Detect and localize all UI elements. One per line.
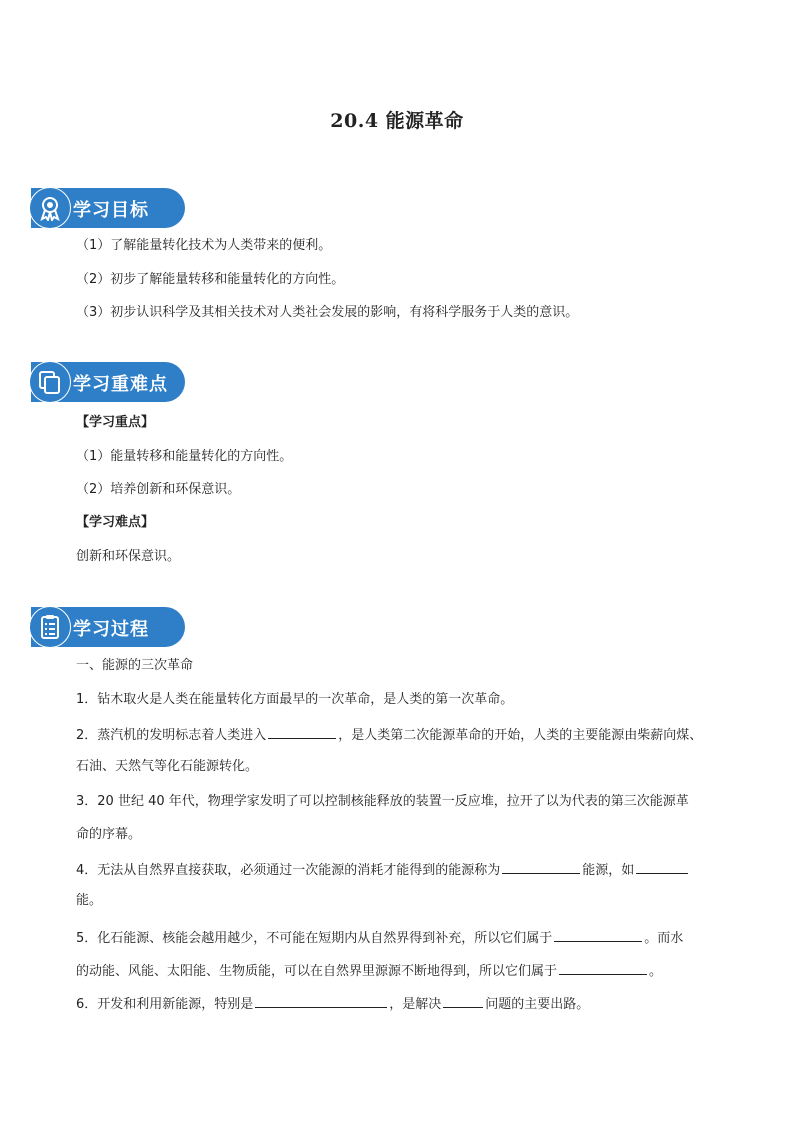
stacked-documents-icon — [29, 361, 71, 403]
goal-item-1: （1）了解能量转化技术为人类带来的便利。 — [76, 238, 332, 253]
question-5-line-2 — [76, 960, 662, 981]
process-subheading: 一、能源的三次革命 — [76, 658, 194, 673]
key-label: 【学习重点】 — [76, 415, 155, 430]
q2-text-b: ，是人类第二次能源革命的开始，人类的主要能源由柴薪向煤、 — [338, 728, 703, 743]
q4-blank-2[interactable] — [636, 859, 688, 874]
page-title: 20.4 能源革命 — [330, 110, 464, 132]
section-banner-process — [31, 607, 185, 647]
q4-text-b: 能源，如 — [582, 863, 635, 878]
section-heading-process: 学习过程 — [73, 619, 149, 640]
question-4-line-2: 能。 — [76, 893, 103, 908]
q2-blank[interactable] — [268, 724, 336, 739]
question-3-line-2: 命的序幕。 — [76, 827, 142, 842]
q6-blank-1[interactable] — [255, 993, 387, 1008]
q5-text-c: 的动能、风能、太阳能、生物质能，可以在自然界里源源不断地得到，所以它们属于 — [76, 964, 558, 979]
q4-text-a: 4．无法从自然界直接获取，必须通过一次能源的消耗才能得到的能源称为 — [76, 863, 501, 878]
q2-text-a: 2．蒸汽机的发明标志着人类进入 — [76, 728, 267, 743]
section-banner-goals — [31, 188, 185, 228]
checklist-clipboard-icon — [29, 606, 71, 648]
question-5-line-1 — [76, 927, 683, 948]
q5-blank-1[interactable] — [554, 927, 642, 942]
question-2-line-2: 石油、天然气等化石能源转化。 — [76, 759, 259, 774]
question-4-line-1 — [76, 859, 690, 880]
goal-item-3: （3）初步认识科学及其相关技术对人类社会发展的影响，有将科学服务于人类的意识。 — [76, 305, 579, 320]
q6-text-b: ，是解决 — [389, 997, 442, 1012]
section-heading-goals: 学习目标 — [73, 200, 149, 221]
section-banner-keypoints — [31, 362, 185, 402]
q4-blank-1[interactable] — [502, 859, 580, 874]
question-3-line-1: 3．20 世纪 40 年代，物理学家发明了可以控制核能释放的装置一反应堆，拉开了以为代表的第三次能源革 — [76, 794, 689, 809]
section-heading-keypoints: 学习重难点 — [73, 374, 168, 395]
goal-item-2: （2）初步了解能量转移和能量转化的方向性。 — [76, 272, 345, 287]
q5-blank-2[interactable] — [559, 960, 647, 975]
key-item-1: （1）能量转移和能量转化的方向性。 — [76, 449, 293, 464]
key-item-2: （2）培养创新和环保意识。 — [76, 482, 241, 497]
difficult-label: 【学习难点】 — [76, 515, 155, 530]
q6-blank-2[interactable] — [443, 993, 483, 1008]
question-2-line-1 — [76, 724, 702, 745]
question-6 — [76, 993, 589, 1014]
q5-text-a: 5．化石能源、核能会越用越少，不可能在短期内从自然界得到补充，所以它们属于 — [76, 931, 553, 946]
q5-text-b: 。而水 — [644, 931, 684, 946]
q5-text-d: 。 — [649, 964, 663, 979]
award-ribbon-icon — [29, 187, 71, 229]
q6-text-c: 问题的主要出路。 — [485, 997, 590, 1012]
q6-text-a: 6．开发和利用新能源，特别是 — [76, 997, 254, 1012]
question-1: 1．钻木取火是人类在能量转化方面最早的一次革命，是人类的第一次革命。 — [76, 692, 514, 707]
difficult-text: 创新和环保意识。 — [76, 549, 181, 564]
